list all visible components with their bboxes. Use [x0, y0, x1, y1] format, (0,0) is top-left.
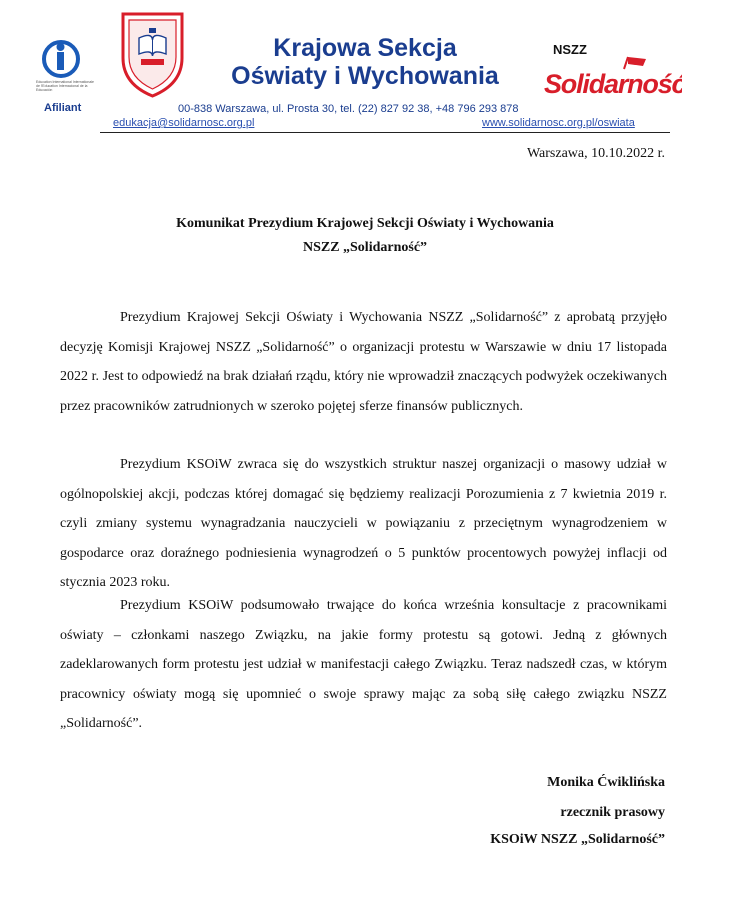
header-divider — [100, 132, 670, 133]
ei-logo-caption: Education International Internationale de l'Education Internacional de la Educación — [36, 80, 94, 92]
document-date: Warszawa, 10.10.2022 r. — [526, 146, 665, 161]
document-heading-line2: NSZZ „Solidarność” — [302, 240, 428, 255]
nszz-label: NSZZ — [553, 42, 587, 57]
signature-organization: KSOiW NSZZ „Solidarność” — [490, 832, 665, 847]
signature-role: rzecznik prasowy — [560, 805, 665, 820]
website-link[interactable]: www.solidarnosc.org.pl/oswiata — [482, 117, 635, 129]
email-link[interactable]: edukacja@solidarnosc.org.pl — [113, 117, 255, 129]
solidarnosc-logo — [542, 55, 682, 100]
document-heading-line1: Komunikat Prezydium Krajowej Sekcji Oświaty i Wychowania — [176, 216, 554, 231]
header-title-line1: Krajowa Sekcja — [273, 34, 457, 62]
header-title-line2: Oświaty i Wychowania — [231, 62, 499, 90]
afiliant-label: Afiliant — [44, 102, 82, 114]
body-paragraph-1: Prezydium Krajowej Sekcji Oświaty i Wychowania NSZZ „Solidarność” z aprobatą przyjęło decyzję Komisji Krajowej NSZZ „Solidarność” o organizacji protestu w Warszawie w dniu 17 listopada 2022 r. Jest to odpowiedź na brak działań rządu, który nie wprowadził znaczących podwyżek oczekiwanych przez pracowników zatrudnionych w szeroko pojętej sferze finansów publicznych. — [60, 310, 667, 414]
body-paragraph-2: Prezydium KSOiW zwraca się do wszystkich struktur naszej organizacji o masowy udział w ogólnopolskiej akcji, podczas której domagać się będziemy realizacji Porozumienia z 7 kwietnia 2019 r. czyli zmiany systemu wynagradzania nauczycieli w powiązaniu z przeciętnym wynagrodzeniem w gospodarce oraz doraźnego podniesienia wynagrodzeń o 5 punktów procentowych powyżej inflacji od stycznia 2023 roku. — [60, 457, 667, 590]
ksoiw-shield-emblem — [115, 8, 190, 100]
header-address: 00-838 Warszawa, ul. Prosta 30, tel. (22) 827 92 38, +48 796 293 878 — [178, 103, 519, 115]
body-paragraph-3: Prezydium KSOiW podsumowało trwające do końca września konsultacje z pracownikami oświaty – członkami naszego Związku, na jakie formy protestu są gotowi. Jedną z głównych zadeklarowanych form protestu jest udział w manifestacji całego Związku. Teraz nadszedł czas, w którym pracownicy oświaty mogą się upomnieć o swoje sprawy mając za sobą siłę całego związku NSZZ „Solidarność”. — [60, 598, 667, 731]
signature-name: Monika Ćwiklińska — [547, 775, 665, 790]
solidarnosc-logo-text: Solidarność — [544, 69, 682, 99]
